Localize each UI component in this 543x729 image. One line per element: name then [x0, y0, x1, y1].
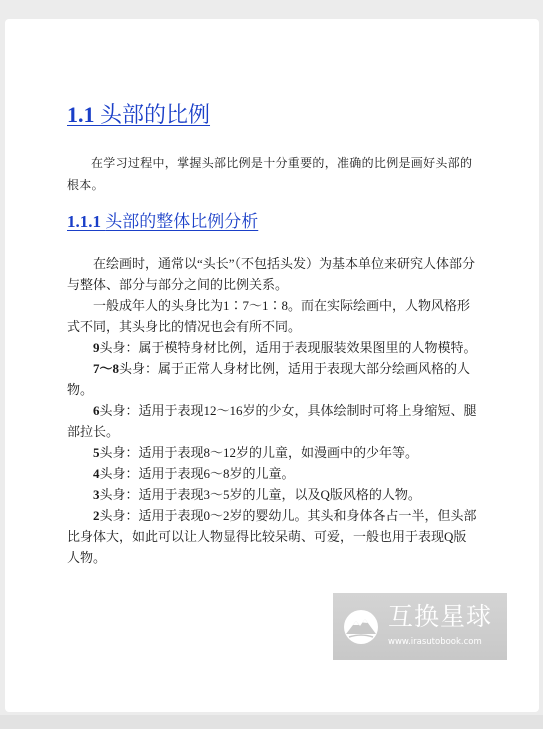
subsection-heading: [67, 211, 258, 233]
mountain-logo-icon: [343, 609, 379, 645]
ratio-item: [67, 358, 477, 400]
ratio-item: [67, 337, 477, 358]
watermark-url: www.irasutobook.com: [388, 637, 482, 647]
ratio-label: 5: [93, 445, 100, 460]
ratio-label: 9: [93, 340, 100, 355]
paragraph-adult-ratio: 一般成年人的头身比为1∶7～1∶8。而在实际绘画中，人物风格形式不同，其头身比的情况也会有所不同。: [67, 298, 471, 334]
ratio-text: 头身：适用于表现12～16岁的少女，具体绘制时可将上身缩短、腿部拉长。: [67, 403, 477, 439]
ratio-item: [67, 400, 477, 442]
ratio-label: 3: [93, 487, 100, 502]
ratio-item: [67, 463, 477, 484]
ratio-text: 头身：适用于表现8～12岁的儿童，如漫画中的少年等。: [99, 445, 419, 460]
ratio-label: 6: [93, 403, 100, 418]
section-heading-link[interactable]: [67, 102, 210, 127]
ratio-item: [67, 442, 477, 463]
section-heading: [67, 101, 210, 129]
ratio-label: 7～8: [93, 361, 120, 376]
watermark: [333, 593, 507, 660]
ratio-item: [67, 484, 477, 505]
ratio-text: 头身：属于模特身材比例，适用于表现服装效果图里的人物模特。: [99, 340, 477, 355]
bottom-scroll-bar[interactable]: [0, 715, 543, 729]
watermark-title: 互换星球: [388, 602, 493, 631]
section-number: 1.1: [67, 102, 95, 127]
ratio-item: [67, 505, 477, 568]
intro-paragraph: 在学习过程中，掌握头部比例是十分重要的，准确的比例是画好头部的根本。: [67, 156, 473, 192]
ratio-label: 4: [93, 466, 100, 481]
section-title: 头部的比例: [100, 102, 211, 127]
ratio-text: 头身：适用于表现3～5岁的儿童，以及Q版风格的人物。: [99, 487, 421, 502]
body-text: [67, 253, 477, 568]
ratio-label: 2: [93, 508, 100, 523]
ratio-text: 头身：适用于表现6～8岁的儿童。: [99, 466, 295, 481]
paragraph-head-length: 在绘画时，通常以“头长”（不包括头发）为基本单位来研究人体部分与整体、部分与部分之间的比例关系。: [67, 256, 476, 292]
document-page: [5, 19, 539, 712]
subsection-number: 1.1.1: [67, 212, 101, 231]
ratio-text: 头身：属于正常人身材比例，适用于表现大部分绘画风格的人物。: [67, 361, 471, 397]
ratio-text: 头身：适用于表现0～2岁的婴幼儿。其头和身体各占一半，但头部比身体大，如此可以让人物显得比较呆萌、可爱，一般也用于表现Q版人物。: [67, 508, 477, 565]
subsection-title: 头部的整体比例分析: [105, 212, 259, 231]
subsection-heading-link[interactable]: [67, 212, 258, 231]
